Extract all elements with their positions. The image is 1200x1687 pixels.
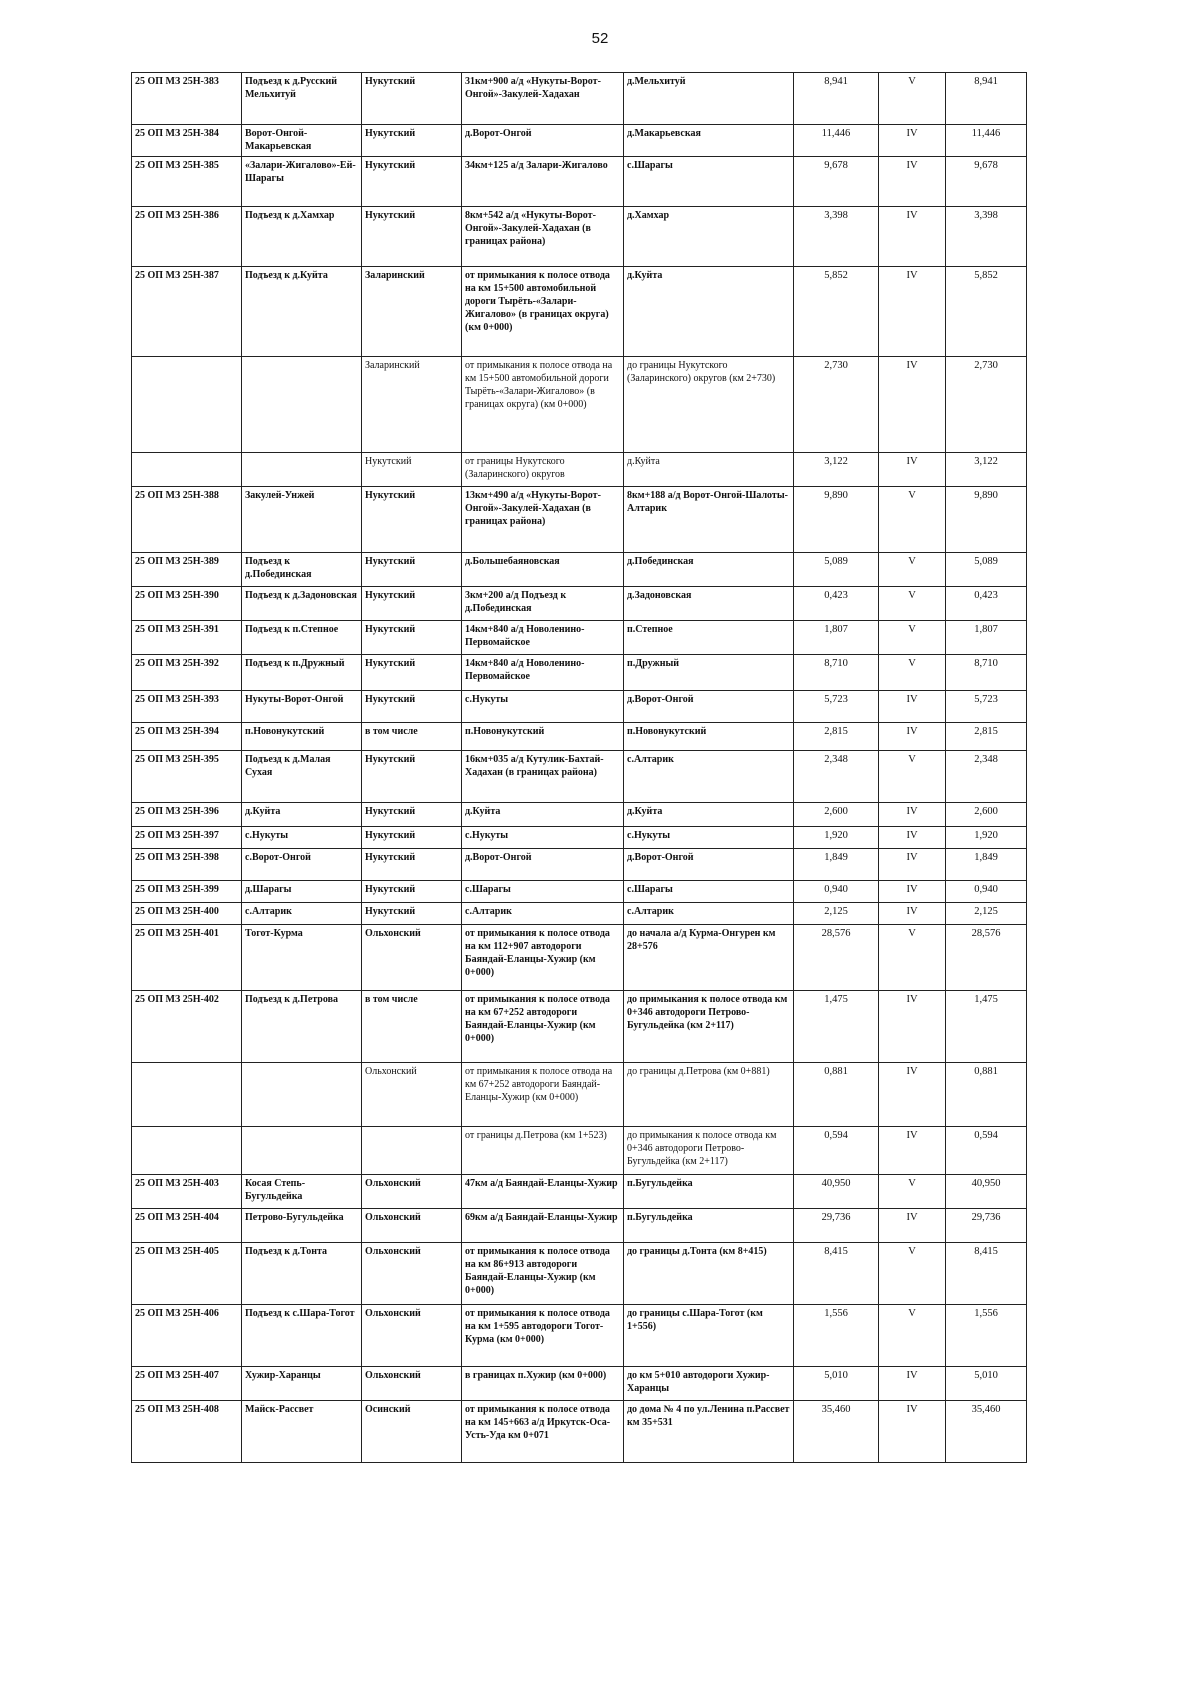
district-cell: Нукутский — [362, 827, 462, 849]
start-point-cell: от примыкания к полосе отвода на км 67+252 автодороги Баяндай-Еланцы-Хужир (км 0+000) — [462, 991, 624, 1063]
length-cell: 1,475 — [794, 991, 879, 1063]
district-cell: Нукутский — [362, 587, 462, 621]
category-cell: IV — [879, 991, 946, 1063]
category-cell: IV — [879, 1401, 946, 1463]
category-cell: IV — [879, 207, 946, 267]
length-cell: 5,010 — [794, 1367, 879, 1401]
length-cell: 3,398 — [794, 207, 879, 267]
district-cell: в том числе — [362, 723, 462, 751]
end-point-cell: д.Хамхар — [624, 207, 794, 267]
road-id-cell: 25 ОП МЗ 25Н-397 — [132, 827, 242, 849]
length-cell: 2,730 — [794, 357, 879, 453]
district-cell: Заларинский — [362, 357, 462, 453]
district-cell: в том числе — [362, 991, 462, 1063]
category-cell: V — [879, 621, 946, 655]
end-point-cell: д.Мельхитуй — [624, 73, 794, 125]
length-cell: 9,678 — [794, 157, 879, 207]
road-id-cell: 25 ОП МЗ 25Н-402 — [132, 991, 242, 1063]
table-row — [132, 1305, 1027, 1367]
road-id-cell: 25 ОП МЗ 25Н-405 — [132, 1243, 242, 1305]
start-point-cell: 47км а/д Баяндай-Еланцы-Хужир — [462, 1175, 624, 1209]
district-cell: Осинский — [362, 1401, 462, 1463]
length-cell: 5,089 — [794, 553, 879, 587]
road-name-cell: Петрово-Бугульдейка — [242, 1209, 362, 1243]
table-row — [132, 903, 1027, 925]
total-length-cell: 0,423 — [946, 587, 1027, 621]
district-cell: Ольхонский — [362, 925, 462, 991]
start-point-cell: д.Ворот-Онгой — [462, 125, 624, 157]
end-point-cell: до границы д.Петрова (км 0+881) — [624, 1063, 794, 1127]
start-point-cell: от границы д.Петрова (км 1+523) — [462, 1127, 624, 1175]
road-id-cell: 25 ОП МЗ 25Н-398 — [132, 849, 242, 881]
category-cell: IV — [879, 849, 946, 881]
road-name-cell: Подъезд к д.Петрова — [242, 991, 362, 1063]
table-row — [132, 73, 1027, 125]
road-name-cell — [242, 453, 362, 487]
district-cell: Ольхонский — [362, 1243, 462, 1305]
total-length-cell: 3,398 — [946, 207, 1027, 267]
road-name-cell: д.Куйта — [242, 803, 362, 827]
district-cell: Ольхонский — [362, 1367, 462, 1401]
category-cell: IV — [879, 1209, 946, 1243]
total-length-cell: 2,600 — [946, 803, 1027, 827]
end-point-cell: до границы с.Шара-Тогот (км 1+556) — [624, 1305, 794, 1367]
end-point-cell: п.Новонукутский — [624, 723, 794, 751]
total-length-cell: 8,941 — [946, 73, 1027, 125]
road-name-cell: Тогот-Курма — [242, 925, 362, 991]
category-cell: IV — [879, 723, 946, 751]
end-point-cell: д.Куйта — [624, 803, 794, 827]
total-length-cell: 1,920 — [946, 827, 1027, 849]
road-name-cell: Нукуты-Ворот-Онгой — [242, 691, 362, 723]
road-name-cell — [242, 357, 362, 453]
table-row — [132, 991, 1027, 1063]
start-point-cell: 16км+035 а/д Кутулик-Бахтай-Хадахан (в границах района) — [462, 751, 624, 803]
road-id-cell: 25 ОП МЗ 25Н-388 — [132, 487, 242, 553]
table-row — [132, 1401, 1027, 1463]
end-point-cell: с.Шарагы — [624, 157, 794, 207]
length-cell: 8,415 — [794, 1243, 879, 1305]
category-cell: V — [879, 1305, 946, 1367]
category-cell: IV — [879, 881, 946, 903]
start-point-cell: от примыкания к полосе отвода на км 1+595 автодороги Тогот-Курма (км 0+000) — [462, 1305, 624, 1367]
road-id-cell: 25 ОП МЗ 25Н-400 — [132, 903, 242, 925]
table-row — [132, 827, 1027, 849]
road-name-cell: Подъезд к п.Дружный — [242, 655, 362, 691]
road-name-cell: Ворот-Онгой-Макарьевская — [242, 125, 362, 157]
category-cell: V — [879, 925, 946, 991]
road-name-cell: п.Новонукутский — [242, 723, 362, 751]
start-point-cell: п.Новонукутский — [462, 723, 624, 751]
road-id-cell: 25 ОП МЗ 25Н-395 — [132, 751, 242, 803]
total-length-cell: 1,849 — [946, 849, 1027, 881]
table-row — [132, 267, 1027, 357]
road-name-cell: с.Нукуты — [242, 827, 362, 849]
start-point-cell: от границы Нукутского (Заларинского) округов — [462, 453, 624, 487]
table-row — [132, 207, 1027, 267]
length-cell: 1,807 — [794, 621, 879, 655]
length-cell: 29,736 — [794, 1209, 879, 1243]
district-cell: Нукутский — [362, 453, 462, 487]
end-point-cell: д.Ворот-Онгой — [624, 849, 794, 881]
district-cell: Нукутский — [362, 691, 462, 723]
start-point-cell: д.Куйта — [462, 803, 624, 827]
start-point-cell: 8км+542 а/д «Нукуты-Ворот-Онгой»-Закулей-Хадахан (в границах района) — [462, 207, 624, 267]
end-point-cell: 8км+188 а/д Ворот-Онгой-Шалоты-Алтарик — [624, 487, 794, 553]
district-cell: Ольхонский — [362, 1063, 462, 1127]
length-cell: 2,125 — [794, 903, 879, 925]
road-id-cell: 25 ОП МЗ 25Н-408 — [132, 1401, 242, 1463]
end-point-cell: до дома № 4 по ул.Ленина п.Рассвет км 35+531 — [624, 1401, 794, 1463]
start-point-cell: от примыкания к полосе отвода на км 112+907 автодороги Баяндай-Еланцы-Хужир (км 0+000) — [462, 925, 624, 991]
start-point-cell: от примыкания к полосе отвода на км 67+252 автодороги Баяндай-Еланцы-Хужир (км 0+000) — [462, 1063, 624, 1127]
start-point-cell: д.Большебаяновская — [462, 553, 624, 587]
road-id-cell: 25 ОП МЗ 25Н-392 — [132, 655, 242, 691]
length-cell: 5,723 — [794, 691, 879, 723]
start-point-cell: 3км+200 а/д Подъезд к д.Побединская — [462, 587, 624, 621]
table-row — [132, 1367, 1027, 1401]
road-name-cell: д.Шарагы — [242, 881, 362, 903]
end-point-cell: до примыкания к полосе отвода км 0+346 автодороги Петрово-Бугульдейка (км 2+117) — [624, 991, 794, 1063]
road-id-cell — [132, 1063, 242, 1127]
road-id-cell: 25 ОП МЗ 25Н-393 — [132, 691, 242, 723]
road-id-cell: 25 ОП МЗ 25Н-396 — [132, 803, 242, 827]
start-point-cell: от примыкания к полосе отвода на км 15+500 автомобильной дороги Тырёть-«Залари-Жигалово» (в границах округа) (км 0+000) — [462, 357, 624, 453]
start-point-cell: 13км+490 а/д «Нукуты-Ворот-Онгой»-Закулей-Хадахан (в границах района) — [462, 487, 624, 553]
total-length-cell: 0,881 — [946, 1063, 1027, 1127]
district-cell: Ольхонский — [362, 1175, 462, 1209]
category-cell: V — [879, 655, 946, 691]
table-row — [132, 1243, 1027, 1305]
road-id-cell: 25 ОП МЗ 25Н-389 — [132, 553, 242, 587]
table-row — [132, 553, 1027, 587]
category-cell: IV — [879, 803, 946, 827]
start-point-cell: от примыкания к полосе отвода на км 145+663 а/д Иркутск-Оса-Усть-Уда км 0+071 — [462, 1401, 624, 1463]
start-point-cell: д.Ворот-Онгой — [462, 849, 624, 881]
length-cell: 2,600 — [794, 803, 879, 827]
total-length-cell: 0,940 — [946, 881, 1027, 903]
category-cell: IV — [879, 267, 946, 357]
length-cell: 0,594 — [794, 1127, 879, 1175]
total-length-cell: 8,415 — [946, 1243, 1027, 1305]
district-cell: Нукутский — [362, 849, 462, 881]
start-point-cell: с.Алтарик — [462, 903, 624, 925]
start-point-cell: с.Нукуты — [462, 827, 624, 849]
road-name-cell: Майск-Рассвет — [242, 1401, 362, 1463]
category-cell: IV — [879, 827, 946, 849]
end-point-cell: д.Ворот-Онгой — [624, 691, 794, 723]
start-point-cell: 69км а/д Баяндай-Еланцы-Хужир — [462, 1209, 624, 1243]
road-name-cell: Подъезд к д.Задоновская — [242, 587, 362, 621]
end-point-cell: до км 5+010 автодороги Хужир-Харанцы — [624, 1367, 794, 1401]
road-id-cell — [132, 1127, 242, 1175]
end-point-cell: д.Куйта — [624, 267, 794, 357]
category-cell: V — [879, 487, 946, 553]
road-id-cell: 25 ОП МЗ 25Н-386 — [132, 207, 242, 267]
total-length-cell: 8,710 — [946, 655, 1027, 691]
roads-table-body — [132, 73, 1027, 1463]
road-name-cell: Подъезд к с.Шара-Тогот — [242, 1305, 362, 1367]
table-row — [132, 751, 1027, 803]
end-point-cell: п.Степное — [624, 621, 794, 655]
total-length-cell: 29,736 — [946, 1209, 1027, 1243]
road-name-cell: Подъезд к д.Хамхар — [242, 207, 362, 267]
district-cell — [362, 1127, 462, 1175]
table-row — [132, 1127, 1027, 1175]
road-id-cell: 25 ОП МЗ 25Н-384 — [132, 125, 242, 157]
category-cell: V — [879, 73, 946, 125]
end-point-cell: с.Шарагы — [624, 881, 794, 903]
category-cell: V — [879, 553, 946, 587]
end-point-cell: до примыкания к полосе отвода км 0+346 автодороги Петрово-Бугульдейка (км 2+117) — [624, 1127, 794, 1175]
road-id-cell: 25 ОП МЗ 25Н-406 — [132, 1305, 242, 1367]
district-cell: Нукутский — [362, 207, 462, 267]
table-row — [132, 487, 1027, 553]
road-id-cell: 25 ОП МЗ 25Н-385 — [132, 157, 242, 207]
road-id-cell: 25 ОП МЗ 25Н-394 — [132, 723, 242, 751]
end-point-cell: д.Макарьевская — [624, 125, 794, 157]
length-cell: 0,423 — [794, 587, 879, 621]
length-cell: 1,849 — [794, 849, 879, 881]
total-length-cell: 2,125 — [946, 903, 1027, 925]
category-cell: V — [879, 1243, 946, 1305]
district-cell: Нукутский — [362, 803, 462, 827]
table-row — [132, 587, 1027, 621]
category-cell: V — [879, 751, 946, 803]
district-cell: Нукутский — [362, 553, 462, 587]
total-length-cell: 1,807 — [946, 621, 1027, 655]
category-cell: V — [879, 1175, 946, 1209]
category-cell: IV — [879, 1367, 946, 1401]
total-length-cell: 0,594 — [946, 1127, 1027, 1175]
start-point-cell: от примыкания к полосе отвода на км 15+500 автомобильной дороги Тырёть-«Залари-Жигалово» (в границах округа) (км 0+000) — [462, 267, 624, 357]
road-name-cell: Косая Степь-Бугульдейка — [242, 1175, 362, 1209]
district-cell: Нукутский — [362, 621, 462, 655]
road-id-cell: 25 ОП МЗ 25Н-403 — [132, 1175, 242, 1209]
start-point-cell: 14км+840 а/д Новоленино-Первомайское — [462, 621, 624, 655]
length-cell: 0,881 — [794, 1063, 879, 1127]
road-id-cell — [132, 453, 242, 487]
district-cell: Нукутский — [362, 903, 462, 925]
end-point-cell: д.Задоновская — [624, 587, 794, 621]
length-cell: 11,446 — [794, 125, 879, 157]
length-cell: 28,576 — [794, 925, 879, 991]
length-cell: 3,122 — [794, 453, 879, 487]
length-cell: 8,941 — [794, 73, 879, 125]
table-row — [132, 881, 1027, 903]
total-length-cell: 2,815 — [946, 723, 1027, 751]
road-id-cell: 25 ОП МЗ 25Н-407 — [132, 1367, 242, 1401]
road-name-cell: «Залари-Жигалово»-Ей-Шарагы — [242, 157, 362, 207]
category-cell: IV — [879, 157, 946, 207]
district-cell: Нукутский — [362, 73, 462, 125]
table-row — [132, 691, 1027, 723]
road-name-cell: Закулей-Унжей — [242, 487, 362, 553]
road-name-cell: Подъезд к д.Побединская — [242, 553, 362, 587]
category-cell: IV — [879, 903, 946, 925]
end-point-cell: до начала а/д Курма-Онгурен км 28+576 — [624, 925, 794, 991]
road-id-cell: 25 ОП МЗ 25Н-383 — [132, 73, 242, 125]
road-name-cell — [242, 1127, 362, 1175]
table-row — [132, 925, 1027, 991]
length-cell: 1,556 — [794, 1305, 879, 1367]
district-cell: Нукутский — [362, 881, 462, 903]
end-point-cell: п.Бугульдейка — [624, 1175, 794, 1209]
table-row — [132, 849, 1027, 881]
total-length-cell: 2,348 — [946, 751, 1027, 803]
page-number: 52 — [591, 30, 609, 47]
table-row — [132, 1209, 1027, 1243]
district-cell: Нукутский — [362, 655, 462, 691]
length-cell: 35,460 — [794, 1401, 879, 1463]
road-name-cell: Подъезд к д.Малая Сухая — [242, 751, 362, 803]
start-point-cell: 14км+840 а/д Новоленино-Первомайское — [462, 655, 624, 691]
table-row — [132, 453, 1027, 487]
road-id-cell: 25 ОП МЗ 25Н-404 — [132, 1209, 242, 1243]
end-point-cell: с.Нукуты — [624, 827, 794, 849]
road-name-cell: Хужир-Харанцы — [242, 1367, 362, 1401]
total-length-cell: 1,475 — [946, 991, 1027, 1063]
road-id-cell: 25 ОП МЗ 25Н-391 — [132, 621, 242, 655]
length-cell: 40,950 — [794, 1175, 879, 1209]
road-id-cell: 25 ОП МЗ 25Н-390 — [132, 587, 242, 621]
road-id-cell: 25 ОП МЗ 25Н-401 — [132, 925, 242, 991]
start-point-cell: с.Шарагы — [462, 881, 624, 903]
end-point-cell: п.Дружный — [624, 655, 794, 691]
road-id-cell: 25 ОП МЗ 25Н-387 — [132, 267, 242, 357]
start-point-cell: 31км+900 а/д «Нукуты-Ворот-Онгой»-Закулей-Хадахан — [462, 73, 624, 125]
category-cell: IV — [879, 691, 946, 723]
road-name-cell: Подъезд к д.Русский Мельхитуй — [242, 73, 362, 125]
total-length-cell: 5,852 — [946, 267, 1027, 357]
road-name-cell: с.Ворот-Онгой — [242, 849, 362, 881]
district-cell: Нукутский — [362, 751, 462, 803]
end-point-cell: до границы Нукутского (Заларинского) округов (км 2+730) — [624, 357, 794, 453]
category-cell: V — [879, 587, 946, 621]
start-point-cell: 34км+125 а/д Залари-Жигалово — [462, 157, 624, 207]
district-cell: Ольхонский — [362, 1209, 462, 1243]
road-name-cell: Подъезд к д.Куйта — [242, 267, 362, 357]
start-point-cell: в границах п.Хужир (км 0+000) — [462, 1367, 624, 1401]
road-name-cell: Подъезд к д.Тонта — [242, 1243, 362, 1305]
table-row — [132, 803, 1027, 827]
roads-table — [131, 72, 1027, 1463]
road-id-cell — [132, 357, 242, 453]
end-point-cell: с.Алтарик — [624, 903, 794, 925]
length-cell: 1,920 — [794, 827, 879, 849]
total-length-cell: 1,556 — [946, 1305, 1027, 1367]
length-cell: 0,940 — [794, 881, 879, 903]
total-length-cell: 5,010 — [946, 1367, 1027, 1401]
end-point-cell: д.Побединская — [624, 553, 794, 587]
district-cell: Нукутский — [362, 487, 462, 553]
length-cell: 9,890 — [794, 487, 879, 553]
road-name-cell — [242, 1063, 362, 1127]
road-name-cell: Подъезд к п.Степное — [242, 621, 362, 655]
end-point-cell: д.Куйта — [624, 453, 794, 487]
district-cell: Нукутский — [362, 125, 462, 157]
total-length-cell: 9,678 — [946, 157, 1027, 207]
end-point-cell: до границы д.Тонта (км 8+415) — [624, 1243, 794, 1305]
total-length-cell: 5,723 — [946, 691, 1027, 723]
district-cell: Ольхонский — [362, 1305, 462, 1367]
length-cell: 8,710 — [794, 655, 879, 691]
length-cell: 2,348 — [794, 751, 879, 803]
category-cell: IV — [879, 357, 946, 453]
category-cell: IV — [879, 1127, 946, 1175]
length-cell: 5,852 — [794, 267, 879, 357]
total-length-cell: 40,950 — [946, 1175, 1027, 1209]
category-cell: IV — [879, 453, 946, 487]
length-cell: 2,815 — [794, 723, 879, 751]
table-row — [132, 621, 1027, 655]
table-row — [132, 357, 1027, 453]
table-row — [132, 157, 1027, 207]
road-id-cell: 25 ОП МЗ 25Н-399 — [132, 881, 242, 903]
table-row — [132, 723, 1027, 751]
start-point-cell: от примыкания к полосе отвода на км 86+913 автодороги Баяндай-Еланцы-Хужир (км 0+000) — [462, 1243, 624, 1305]
total-length-cell: 35,460 — [946, 1401, 1027, 1463]
end-point-cell: п.Бугульдейка — [624, 1209, 794, 1243]
total-length-cell: 11,446 — [946, 125, 1027, 157]
table-row — [132, 1063, 1027, 1127]
start-point-cell: с.Нукуты — [462, 691, 624, 723]
end-point-cell: с.Алтарик — [624, 751, 794, 803]
table-row — [132, 125, 1027, 157]
table-row — [132, 655, 1027, 691]
total-length-cell: 28,576 — [946, 925, 1027, 991]
road-name-cell: с.Алтарик — [242, 903, 362, 925]
category-cell: IV — [879, 1063, 946, 1127]
total-length-cell: 2,730 — [946, 357, 1027, 453]
total-length-cell: 3,122 — [946, 453, 1027, 487]
table-row — [132, 1175, 1027, 1209]
total-length-cell: 5,089 — [946, 553, 1027, 587]
category-cell: IV — [879, 125, 946, 157]
district-cell: Заларинский — [362, 267, 462, 357]
total-length-cell: 9,890 — [946, 487, 1027, 553]
district-cell: Нукутский — [362, 157, 462, 207]
